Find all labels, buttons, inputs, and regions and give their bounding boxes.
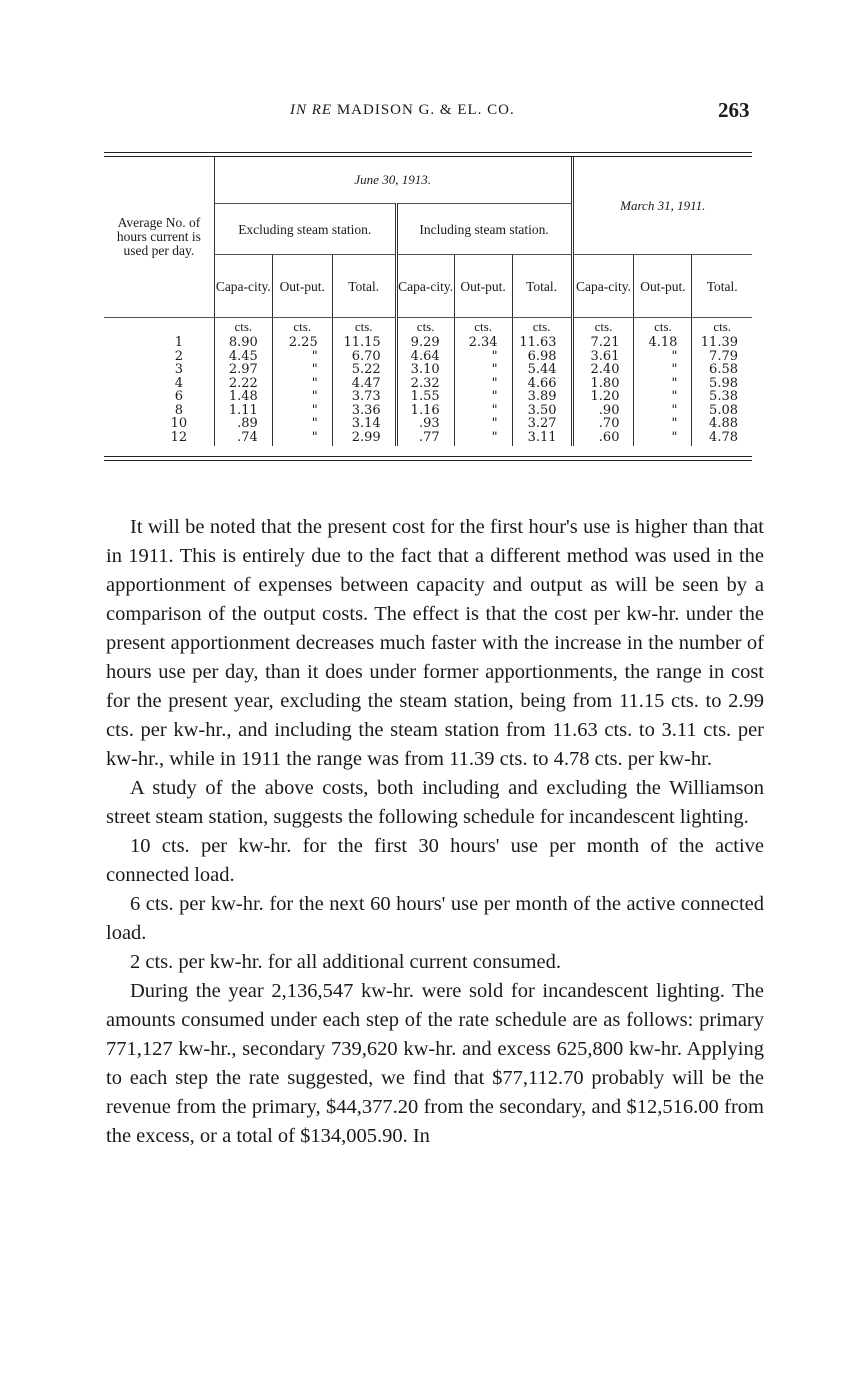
cell-in-tot: 3.27 [512,417,572,431]
cell-m-tot: 4.88 [692,417,752,431]
group-heading-1911: March 31, 1911. [572,157,752,255]
unit-row [104,318,752,337]
cell-ex-out: " [272,390,332,404]
cell-hours: 3 [174,362,184,378]
cell-ex-out: 2.25 [272,336,332,350]
unit-label: cts. [634,318,692,337]
cell-ex-out: " [272,377,332,391]
subgroup-including: Including steam station. [396,204,572,255]
cell-in-tot: 5.44 [512,363,572,377]
unit-label: cts. [272,318,332,337]
cell-m-out: " [634,390,692,404]
table-row [104,363,752,377]
cell-in-tot: 4.66 [512,377,572,391]
col-header-output: Out-put. [634,255,692,318]
cell-ex-out: " [272,363,332,377]
cell-in-out: 2.34 [454,336,512,350]
cell-in-cap: .77 [396,431,454,447]
table-row [104,377,752,391]
col-header-output: Out-put. [272,255,332,318]
paragraph: 2 cts. per kw-hr. for all additional current consumed. [130,951,561,973]
cell-m-out: " [634,404,692,418]
paragraph: It will be noted that the present cost for the first hour's use is higher than that in 1911. This is entirely due to the fact that a different method was used in the apportionment of expenses between capacity and output as will be seen by a comparison of the output costs. The effect is that the cost per kw-hr. under the present apportionment decreases much faster with the increase in the number of hours use per day, than it does under former apportionments, the range in cost for the present year, excluding the steam station, being from 11.15 cts. to 2.99 cts. per kw-hr., and including the steam station from 11.63 cts. to 3.11 cts. per kw-hr., while in 1911 the range was from 11.39 cts. to 4.78 cts. per kw-hr. [106,516,764,770]
cell-m-out: " [634,377,692,391]
cell-ex-out: " [272,404,332,418]
unit-label: cts. [332,318,396,337]
cell-ex-tot: 2.99 [332,431,396,447]
cell-ex-tot: 5.22 [332,363,396,377]
cell-hours: 1 [174,335,184,351]
table-row [104,336,752,350]
cell-in-out: " [454,431,512,447]
unit-label: cts. [692,318,752,337]
cell-in-out: " [454,350,512,364]
cell-ex-cap: .74 [214,431,272,447]
cell-ex-cap: 1.48 [214,390,272,404]
cell-ex-cap: 8.90 [214,336,272,350]
cell-in-cap: 2.32 [396,377,454,391]
cell-m-out: " [634,350,692,364]
cell-ex-out: " [272,417,332,431]
col-header-output: Out-put. [454,255,512,318]
cell-hours: 4 [174,375,184,391]
cell-ex-tot: 11.15 [332,336,396,350]
cell-ex-out: " [272,431,332,447]
cell-m-tot: 6.58 [692,363,752,377]
unit-label: cts. [512,318,572,337]
cell-m-out: " [634,431,692,447]
cell-in-cap: 3.10 [396,363,454,377]
body-text [106,513,764,1151]
col-header-total: Total. [692,255,752,318]
cell-in-out: " [454,404,512,418]
col-header-capacity: Capa-city. [396,255,454,318]
cell-m-tot: 4.78 [692,431,752,447]
cell-in-tot: 3.11 [512,431,572,447]
cell-in-tot: 6.98 [512,350,572,364]
cell-m-out: " [634,363,692,377]
paragraph: During the year 2,136,547 kw-hr. were sold for incandescent lighting. The amounts consumed under each step of the rate schedule are as follows: primary 771,127 kw-hr., secondary 739,620 kw-hr. and excess 625,800 kw-hr. Applying to each step the rate suggested, we find that $77,112.70 probably will be the revenue from the primary, $44,377.20 from the secondary, and $12,516.00 from the excess, or a total of $134,005.90. In [106,980,764,1147]
cell-m-tot: 11.39 [692,336,752,350]
cell-in-out: " [454,377,512,391]
unit-label: cts. [454,318,512,337]
cell-m-cap: 7.21 [572,336,634,350]
cell-hours: 10 [170,416,188,432]
running-head [290,102,515,119]
cell-m-tot: 5.08 [692,404,752,418]
cell-in-tot: 11.63 [512,336,572,350]
cell-in-cap: 4.64 [396,350,454,364]
cell-ex-tot: 6.70 [332,350,396,364]
cell-hours: 6 [174,389,184,405]
cell-ex-tot: 3.14 [332,417,396,431]
cell-ex-out: " [272,350,332,364]
cell-ex-tot: 4.47 [332,377,396,391]
table-row [104,390,752,404]
group-heading-1913: June 30, 1913. [214,157,572,204]
cell-ex-cap: 4.45 [214,350,272,364]
col-header-capacity: Capa-city. [572,255,634,318]
stub-heading: Average No. of hours current is used per day. [104,157,214,318]
cell-m-tot: 5.98 [692,377,752,391]
cell-m-cap: 1.20 [572,390,634,404]
cell-m-tot: 5.38 [692,390,752,404]
cell-hours: 8 [174,402,184,418]
cell-in-cap: 1.55 [396,390,454,404]
running-head-title: MADISON G. & EL. CO. [336,102,515,118]
cell-m-cap: .70 [572,417,634,431]
cell-ex-cap: 1.11 [214,404,272,418]
cell-m-cap: .90 [572,404,634,418]
cell-m-out: " [634,417,692,431]
cell-in-tot: 3.50 [512,404,572,418]
table-row [104,350,752,364]
table-row [104,417,752,431]
page-number: 263 [718,98,750,122]
table-bottom-rule [104,456,752,461]
cell-m-cap: .60 [572,431,634,447]
col-header-capacity: Capa-city. [214,255,272,318]
unit-stub [104,318,214,337]
table-row [104,431,752,447]
cell-m-cap: 1.80 [572,377,634,391]
cell-m-cap: 2.40 [572,363,634,377]
unit-label: cts. [396,318,454,337]
paragraph: A study of the above costs, both including and excluding the Williamson street steam station, suggests the following schedule for incandescent lighting. [106,777,764,828]
cell-m-tot: 7.79 [692,350,752,364]
cell-hours: 12 [170,429,188,445]
cell-in-cap: 9.29 [396,336,454,350]
col-header-total: Total. [332,255,396,318]
col-header-total: Total. [512,255,572,318]
page-header [0,98,867,128]
cell-in-tot: 3.89 [512,390,572,404]
cell-in-cap: .93 [396,417,454,431]
paragraph: 10 cts. per kw-hr. for the first 30 hours' use per month of the active connected load. [106,835,764,886]
cell-in-out: " [454,417,512,431]
cell-in-out: " [454,390,512,404]
cost-table-grid [104,157,752,446]
cell-hours: 2 [174,348,184,364]
cell-m-cap: 3.61 [572,350,634,364]
paragraph: 6 cts. per kw-hr. for the next 60 hours' use per month of the active connected load. [106,893,764,944]
cell-m-out: 4.18 [634,336,692,350]
unit-label: cts. [572,318,634,337]
cost-table [104,152,752,461]
running-head-prefix: IN RE [290,102,333,118]
cell-in-cap: 1.16 [396,404,454,418]
cell-ex-cap: 2.97 [214,363,272,377]
table-row [104,404,752,418]
cell-ex-tot: 3.36 [332,404,396,418]
table-body [104,336,752,446]
cell-in-out: " [454,363,512,377]
cell-ex-cap: .89 [214,417,272,431]
unit-label: cts. [214,318,272,337]
subgroup-excluding: Excluding steam station. [214,204,396,255]
cell-ex-tot: 3.73 [332,390,396,404]
cell-ex-cap: 2.22 [214,377,272,391]
